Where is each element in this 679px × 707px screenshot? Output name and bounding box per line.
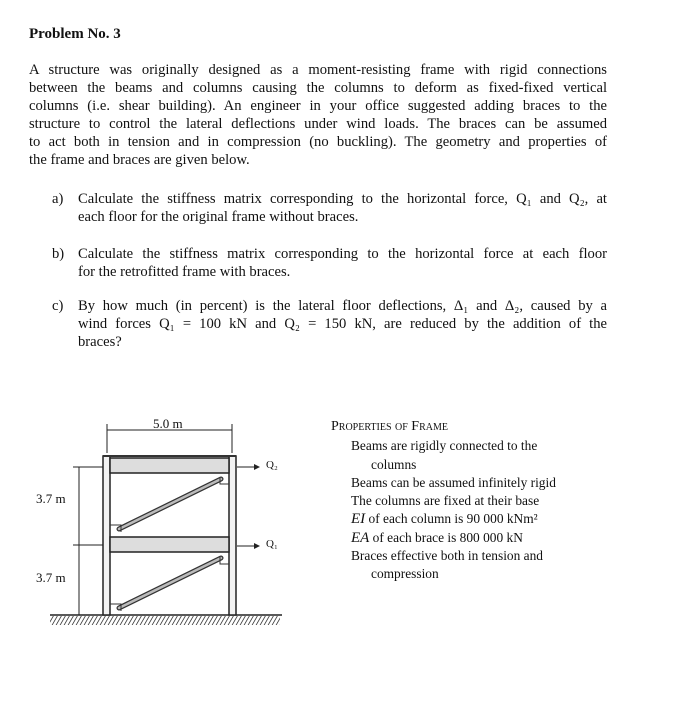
question-label: b) [52, 246, 65, 262]
text-line: to act both in tension and in compression (no buckling). The geometry and properties of [29, 133, 607, 150]
upper-brace [110, 477, 229, 532]
force-label-q2: Q₂ [266, 459, 278, 471]
ea-symbol: EA [351, 529, 370, 546]
q1-arrow-icon [237, 543, 260, 549]
story-height-label: 3.7 m [36, 570, 66, 585]
text-line: each floor for the original frame without braces. [78, 208, 359, 225]
text-line: braces? [78, 333, 122, 350]
roof-beam [110, 458, 229, 473]
text-line: Calculate the stiffness matrix corresponding to the horizontal force, Q₁ and Q₂, at [78, 191, 607, 207]
ei-text: of each column is 90 000 kNm² [365, 511, 538, 527]
properties-heading: Properties of Frame [331, 419, 448, 434]
property-item: Braces effective both in tension and [351, 548, 543, 564]
text-line: Calculate the stiffness matrix corresponding to the horizontal force at each floor [78, 246, 607, 262]
property-item: compression [371, 566, 439, 582]
property-item: columns [371, 456, 417, 472]
text-line: columns (i.e. shear building). An engineer in your office suggested adding braces to the [29, 97, 607, 114]
question-label: a) [52, 191, 64, 207]
frame-properties [331, 418, 556, 584]
text-line: By how much (in percent) is the lateral floor deflections, Δ₁ and Δ₂, caused by a [78, 298, 607, 314]
lower-brace [110, 557, 229, 611]
floor-beam [110, 537, 229, 552]
story-height-label: 3.7 m [36, 491, 66, 506]
property-item: Beams are rigidly connected to the [351, 438, 538, 454]
property-item: The columns are fixed at their base [351, 493, 540, 509]
ground-hatch [50, 616, 280, 625]
text-line: A structure was originally designed as a moment-resisting frame with rigid connections [29, 62, 607, 78]
left-column [103, 456, 110, 615]
q2-arrow-icon [237, 464, 260, 470]
property-item: Beams can be assumed infinitely rigid [351, 474, 556, 490]
text-line: wind forces Q₁ = 100 kN and Q₂ = 150 kN, are reduced by the addition of the [78, 315, 607, 332]
problem-title: Problem No. 3 [29, 26, 121, 42]
property-item-ea [331, 529, 556, 547]
text-line: between the beams and columns causing the columns to deform as fixed-fixed vertical [29, 79, 607, 96]
property-item-ei [331, 510, 556, 528]
ea-text: of each brace is 800 000 kN [369, 529, 523, 545]
force-label-q1: Q₁ [266, 538, 278, 550]
right-column [229, 456, 236, 615]
question-label: c) [52, 298, 64, 314]
text-line: for the retrofitted frame with braces. [78, 263, 291, 280]
ei-symbol: EI [351, 511, 366, 528]
text-line: the frame and braces are given below. [29, 151, 250, 168]
width-label: 5.0 m [153, 416, 183, 431]
height-dimension [73, 467, 103, 615]
text-line: structure to control the lateral deflections under wind loads. The braces can be assumed [29, 115, 607, 132]
